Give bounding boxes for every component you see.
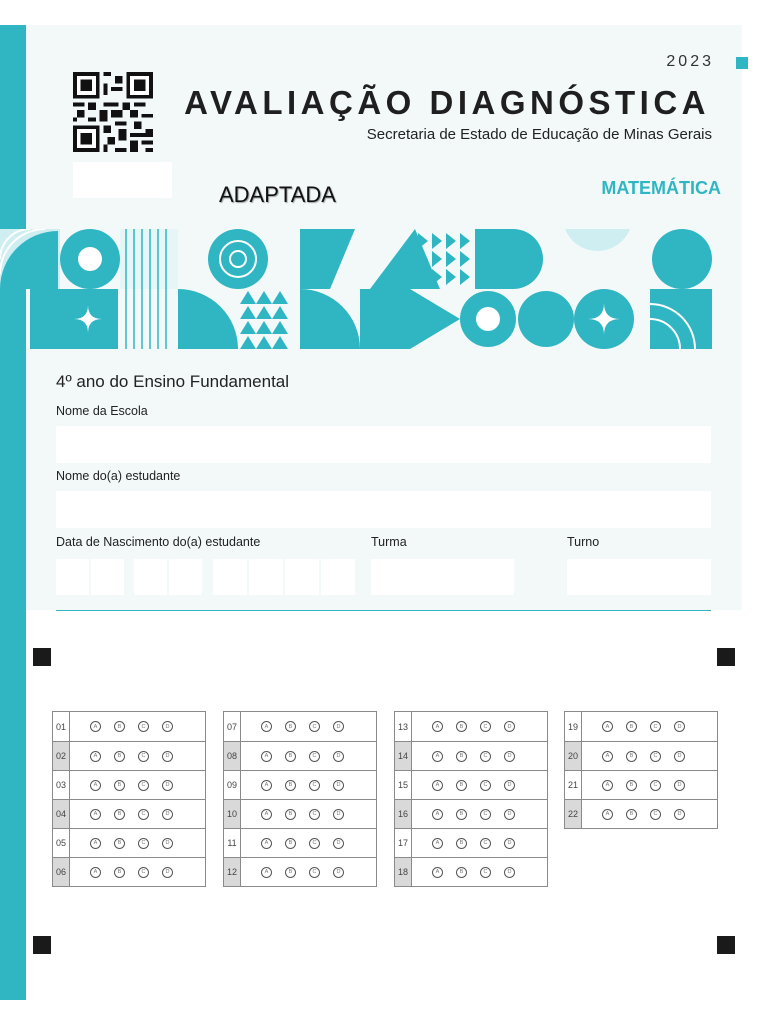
question-number: 13 bbox=[395, 712, 412, 741]
question-number: 16 bbox=[395, 800, 412, 828]
answer-bubble-a[interactable]: A bbox=[261, 838, 272, 849]
registration-mark bbox=[33, 648, 51, 666]
answer-bubble-b[interactable]: B bbox=[285, 838, 296, 849]
answer-row bbox=[395, 799, 547, 828]
answer-bubble-d[interactable]: D bbox=[162, 867, 173, 878]
answer-bubble-b[interactable]: B bbox=[285, 721, 296, 732]
answer-bubble-c[interactable]: C bbox=[138, 780, 149, 791]
answer-row bbox=[53, 712, 205, 741]
answer-bubble-a[interactable]: A bbox=[90, 809, 101, 820]
answer-bubble-a[interactable]: A bbox=[90, 780, 101, 791]
birth-year-digit-1[interactable] bbox=[213, 559, 247, 595]
answer-bubble-a[interactable]: A bbox=[602, 780, 613, 791]
answer-options bbox=[70, 771, 173, 799]
answer-bubble-c[interactable]: C bbox=[480, 751, 491, 762]
birth-year-digit-4[interactable] bbox=[321, 559, 355, 595]
answer-bubble-d[interactable]: D bbox=[162, 780, 173, 791]
left-accent-stripe bbox=[0, 25, 26, 1000]
answer-row bbox=[53, 741, 205, 770]
answer-options bbox=[241, 800, 344, 828]
answer-options bbox=[582, 712, 685, 741]
answer-bubble-a[interactable]: A bbox=[602, 721, 613, 732]
answer-bubble-c[interactable]: C bbox=[309, 809, 320, 820]
barcode-placeholder bbox=[73, 162, 172, 198]
answer-bubble-d[interactable]: D bbox=[504, 751, 515, 762]
answer-row bbox=[224, 799, 376, 828]
birth-month-digit-1[interactable] bbox=[134, 559, 167, 595]
birth-day-digit-1[interactable] bbox=[56, 559, 89, 595]
answer-bubble-d[interactable]: D bbox=[162, 751, 173, 762]
answer-bubble-b[interactable]: B bbox=[285, 780, 296, 791]
qr-code-icon bbox=[72, 72, 154, 152]
answer-bubble-a[interactable]: A bbox=[602, 809, 613, 820]
answer-bubble-d[interactable]: D bbox=[333, 838, 344, 849]
answer-bubble-d[interactable]: D bbox=[333, 809, 344, 820]
answer-options bbox=[241, 712, 344, 741]
answer-bubble-c[interactable]: C bbox=[138, 751, 149, 762]
answer-options bbox=[412, 858, 515, 886]
answer-bubble-c[interactable]: C bbox=[309, 780, 320, 791]
answer-options bbox=[582, 800, 685, 828]
answer-bubble-b[interactable]: B bbox=[285, 751, 296, 762]
answer-block bbox=[223, 711, 377, 887]
answer-row bbox=[224, 741, 376, 770]
answer-row bbox=[395, 828, 547, 857]
answer-bubble-d[interactable]: D bbox=[504, 838, 515, 849]
answer-bubble-a[interactable]: A bbox=[261, 751, 272, 762]
page-title: AVALIAÇÃO DIAGNÓSTICA bbox=[184, 84, 710, 121]
answer-row bbox=[565, 712, 717, 741]
answer-bubble-b[interactable]: B bbox=[456, 867, 467, 878]
answer-bubble-b[interactable]: B bbox=[114, 751, 125, 762]
answer-bubble-a[interactable]: A bbox=[602, 751, 613, 762]
year-label: 2023 bbox=[666, 53, 714, 70]
answer-bubble-c[interactable]: C bbox=[480, 809, 491, 820]
answer-bubble-d[interactable]: D bbox=[162, 721, 173, 732]
question-number: 11 bbox=[224, 829, 241, 857]
answer-bubble-c[interactable]: C bbox=[309, 838, 320, 849]
birth-month-digit-2[interactable] bbox=[169, 559, 202, 595]
answer-row bbox=[395, 741, 547, 770]
answer-bubble-d[interactable]: D bbox=[333, 867, 344, 878]
answer-bubble-d[interactable]: D bbox=[674, 721, 685, 732]
answer-bubble-b[interactable]: B bbox=[285, 809, 296, 820]
answer-bubble-b[interactable]: B bbox=[114, 721, 125, 732]
registration-mark bbox=[33, 936, 51, 954]
answer-row bbox=[53, 770, 205, 799]
answer-options bbox=[70, 742, 173, 770]
answer-row bbox=[565, 799, 717, 828]
answer-bubble-c[interactable]: C bbox=[138, 809, 149, 820]
question-number: 04 bbox=[53, 800, 70, 828]
answer-bubble-a[interactable]: A bbox=[432, 838, 443, 849]
answer-bubble-d[interactable]: D bbox=[504, 867, 515, 878]
answer-bubble-d[interactable]: D bbox=[674, 751, 685, 762]
birth-year-digit-2[interactable] bbox=[249, 559, 283, 595]
page-subtitle: Secretaria de Estado de Educação de Minas Gerais bbox=[366, 126, 712, 143]
answer-bubble-c[interactable]: C bbox=[138, 721, 149, 732]
answer-row bbox=[395, 770, 547, 799]
answer-bubble-b[interactable]: B bbox=[456, 809, 467, 820]
shift-field[interactable] bbox=[567, 559, 711, 595]
question-number: 15 bbox=[395, 771, 412, 799]
question-number: 07 bbox=[224, 712, 241, 741]
corner-square-mark bbox=[736, 57, 748, 69]
answer-bubble-a[interactable]: A bbox=[90, 751, 101, 762]
answer-options bbox=[241, 771, 344, 799]
registration-mark bbox=[717, 936, 735, 954]
answer-bubble-b[interactable]: B bbox=[626, 721, 637, 732]
answer-bubble-c[interactable]: C bbox=[650, 751, 661, 762]
answer-row bbox=[224, 857, 376, 886]
answer-bubble-b[interactable]: B bbox=[456, 838, 467, 849]
answer-bubble-b[interactable]: B bbox=[114, 780, 125, 791]
answer-options bbox=[412, 829, 515, 857]
answer-bubble-a[interactable]: A bbox=[432, 751, 443, 762]
answer-bubble-c[interactable]: C bbox=[309, 751, 320, 762]
student-name-field[interactable] bbox=[56, 491, 711, 528]
answer-bubble-a[interactable]: A bbox=[432, 867, 443, 878]
answer-options bbox=[582, 771, 685, 799]
answer-bubble-d[interactable]: D bbox=[333, 780, 344, 791]
answer-bubble-b[interactable]: B bbox=[114, 838, 125, 849]
question-number: 06 bbox=[53, 858, 70, 886]
question-number: 02 bbox=[53, 742, 70, 770]
answer-bubble-c[interactable]: C bbox=[309, 721, 320, 732]
answer-bubble-a[interactable]: A bbox=[261, 867, 272, 878]
answer-bubble-b[interactable]: B bbox=[626, 809, 637, 820]
subject-label: MATEMÁTICA bbox=[601, 178, 721, 198]
answer-bubble-a[interactable]: A bbox=[432, 809, 443, 820]
answer-options bbox=[241, 858, 344, 886]
answer-bubble-c[interactable]: C bbox=[480, 780, 491, 791]
birth-date-label: Data de Nascimento do(a) estudante bbox=[56, 535, 261, 549]
answer-bubble-b[interactable]: B bbox=[285, 867, 296, 878]
answer-options bbox=[412, 800, 515, 828]
answer-row bbox=[53, 828, 205, 857]
answer-row bbox=[565, 741, 717, 770]
answer-bubble-a[interactable]: A bbox=[90, 867, 101, 878]
answer-options bbox=[70, 712, 173, 741]
decorative-banner bbox=[0, 229, 712, 349]
answer-bubble-a[interactable]: A bbox=[90, 838, 101, 849]
answer-row bbox=[53, 857, 205, 886]
answer-row bbox=[565, 770, 717, 799]
answer-row bbox=[395, 857, 547, 886]
answer-row bbox=[395, 712, 547, 741]
answer-row bbox=[224, 770, 376, 799]
answer-bubble-b[interactable]: B bbox=[456, 751, 467, 762]
answer-bubble-c[interactable]: C bbox=[309, 867, 320, 878]
question-number: 14 bbox=[395, 742, 412, 770]
answer-options bbox=[582, 742, 685, 770]
question-number: 12 bbox=[224, 858, 241, 886]
answer-block bbox=[564, 711, 718, 829]
answer-bubble-d[interactable]: D bbox=[674, 809, 685, 820]
edition-label: ADAPTADA bbox=[219, 182, 336, 207]
answer-bubble-b[interactable]: B bbox=[114, 867, 125, 878]
answer-bubble-c[interactable]: C bbox=[650, 780, 661, 791]
answer-bubble-c[interactable]: C bbox=[138, 838, 149, 849]
grade-label: 4º ano do Ensino Fundamental bbox=[56, 372, 290, 391]
question-number: 01 bbox=[53, 712, 70, 741]
class-field[interactable] bbox=[371, 559, 514, 595]
registration-mark bbox=[717, 648, 735, 666]
answer-bubble-c[interactable]: C bbox=[480, 838, 491, 849]
answer-bubble-d[interactable]: D bbox=[162, 809, 173, 820]
answer-bubble-a[interactable]: A bbox=[261, 780, 272, 791]
answer-bubble-a[interactable]: A bbox=[261, 721, 272, 732]
question-number: 03 bbox=[53, 771, 70, 799]
answer-options bbox=[70, 829, 173, 857]
answer-row bbox=[53, 799, 205, 828]
answer-bubble-a[interactable]: A bbox=[261, 809, 272, 820]
answer-bubble-b[interactable]: B bbox=[626, 780, 637, 791]
answer-options bbox=[241, 829, 344, 857]
answer-options bbox=[412, 742, 515, 770]
answer-bubble-c[interactable]: C bbox=[650, 721, 661, 732]
question-number: 19 bbox=[565, 712, 582, 741]
answer-options bbox=[412, 712, 515, 741]
answer-bubble-d[interactable]: D bbox=[504, 780, 515, 791]
answer-bubble-d[interactable]: D bbox=[504, 721, 515, 732]
answer-row bbox=[224, 712, 376, 741]
question-number: 22 bbox=[565, 800, 582, 828]
answer-options bbox=[70, 800, 173, 828]
question-number: 09 bbox=[224, 771, 241, 799]
answer-bubble-d[interactable]: D bbox=[504, 809, 515, 820]
answer-bubble-b[interactable]: B bbox=[456, 780, 467, 791]
answer-bubble-c[interactable]: C bbox=[650, 809, 661, 820]
answer-bubble-d[interactable]: D bbox=[674, 780, 685, 791]
answer-block bbox=[52, 711, 206, 887]
answer-bubble-d[interactable]: D bbox=[333, 751, 344, 762]
answer-bubble-a[interactable]: A bbox=[432, 780, 443, 791]
answer-bubble-c[interactable]: C bbox=[480, 867, 491, 878]
birth-day-digit-2[interactable] bbox=[91, 559, 124, 595]
answer-row bbox=[224, 828, 376, 857]
answer-options bbox=[241, 742, 344, 770]
answer-bubble-a[interactable]: A bbox=[432, 721, 443, 732]
answer-bubble-d[interactable]: D bbox=[162, 838, 173, 849]
section-divider bbox=[56, 610, 711, 611]
school-name-field[interactable] bbox=[56, 426, 711, 463]
class-label: Turma bbox=[371, 535, 407, 549]
shift-label: Turno bbox=[567, 535, 600, 549]
answer-block bbox=[394, 711, 548, 887]
answer-bubble-d[interactable]: D bbox=[333, 721, 344, 732]
school-name-label: Nome da Escola bbox=[56, 404, 148, 418]
question-number: 17 bbox=[395, 829, 412, 857]
answer-bubble-b[interactable]: B bbox=[456, 721, 467, 732]
student-name-label: Nome do(a) estudante bbox=[56, 469, 181, 483]
answer-bubble-c[interactable]: C bbox=[480, 721, 491, 732]
question-number: 18 bbox=[395, 858, 412, 886]
birth-year-digit-3[interactable] bbox=[285, 559, 319, 595]
answer-bubble-c[interactable]: C bbox=[138, 867, 149, 878]
answer-bubble-b[interactable]: B bbox=[626, 751, 637, 762]
answer-options bbox=[412, 771, 515, 799]
question-number: 10 bbox=[224, 800, 241, 828]
question-number: 21 bbox=[565, 771, 582, 799]
answer-bubble-b[interactable]: B bbox=[114, 809, 125, 820]
question-number: 05 bbox=[53, 829, 70, 857]
question-number: 20 bbox=[565, 742, 582, 770]
answer-bubble-a[interactable]: A bbox=[90, 721, 101, 732]
question-number: 08 bbox=[224, 742, 241, 770]
answer-options bbox=[70, 858, 173, 886]
